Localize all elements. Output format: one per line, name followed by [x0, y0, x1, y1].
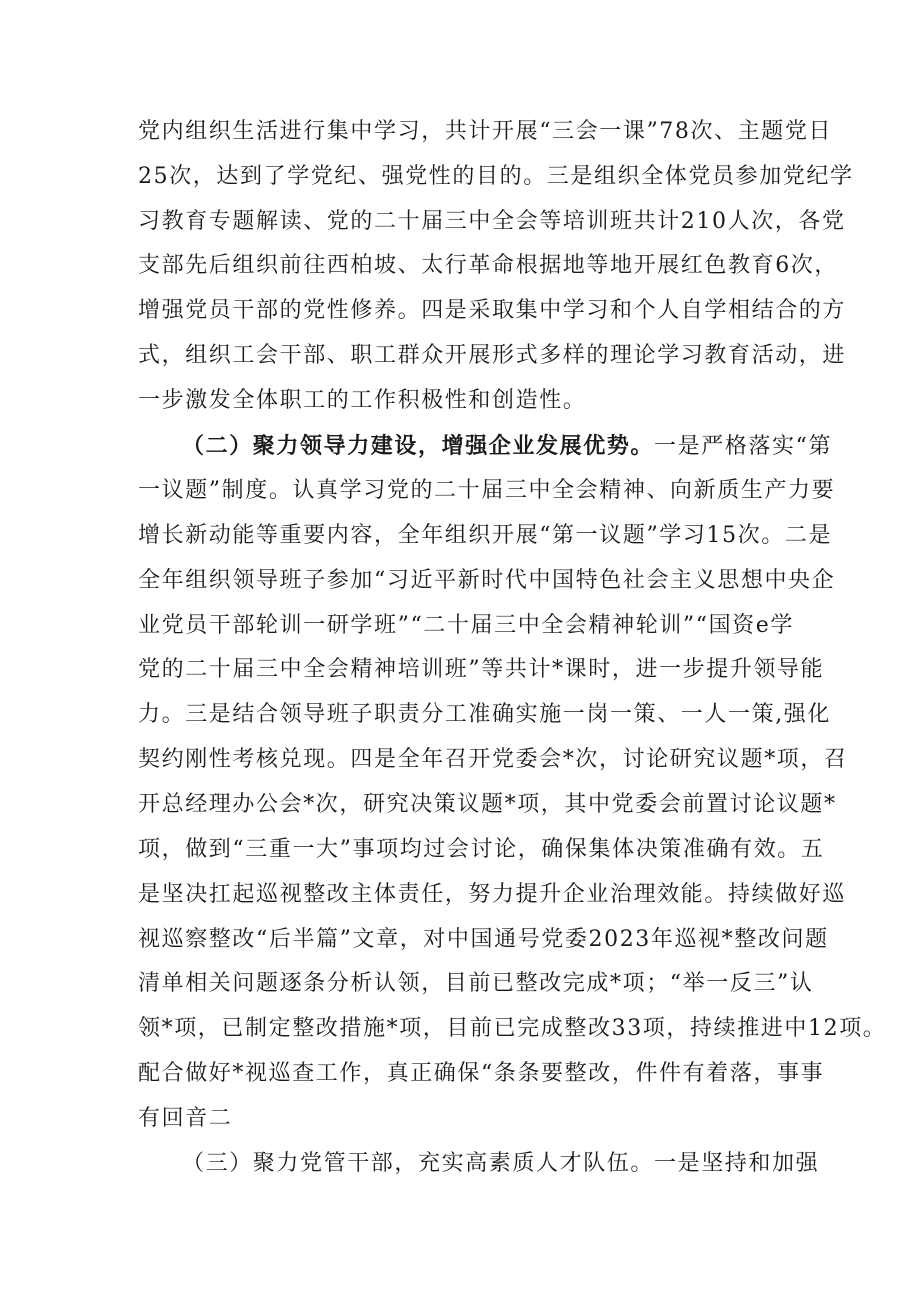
section-heading-line: （三）聚力党管干部，充实高素质人才队伍。一是坚持和加强	[182, 1151, 820, 1176]
body-text-line: 力。三是结合领导班子职责分工准确实施一岗一策、一人一策,强化	[138, 702, 831, 727]
body-text-line: 党内组织生活进行集中学习，共计开展“三会一课”78次、主题党日	[138, 119, 833, 144]
body-text-line: 式，组织工会干部、职工群众开展形式多样的理论学习教育活动，进	[138, 343, 847, 368]
body-text-line: 习教育专题解读、党的二十届三中全会等培训班共计210人次，各党	[138, 209, 846, 234]
body-text-line: 契约刚性考核兑现。四是全年召开党委会*次，讨论研究议题*项，召	[138, 747, 848, 772]
body-text-line: 增强党员干部的党性修养。四是采取集中学习和个人自学相结合的方	[138, 298, 847, 323]
body-text-line: 视巡察整改“后半篇”文章，对中国通号党委2023年巡视*整改问题	[138, 927, 829, 952]
body-text-line: 项，做到“三重一大”事项均过会讨论，确保集体决策准确有效。五	[138, 837, 825, 862]
body-text-line: 支部先后组织前往西柏坡、太行革命根据地等地开展红色教育6次，	[138, 253, 838, 278]
body-text-line: 全年组织领导班子参加“习近平新时代中国特色社会主义思想中央企	[138, 568, 836, 593]
body-text-line: 党的二十届三中全会精神培训班”等共计*课时，进一步提升领导能	[138, 657, 825, 682]
body-text-line: 清单相关问题逐条分析认领，目前已整改完成*项；“举一反三”认	[138, 971, 814, 996]
section-heading: （二）聚力领导力建设，增强企业发展优势。	[182, 433, 655, 459]
body-text-line: 领*项，已制定整改措施*项，目前已完成整改33项，持续推进中12项。	[138, 1016, 887, 1041]
body-text-line: 有回音二	[138, 1106, 233, 1131]
section-lead-text: 一是严格落实“第	[654, 434, 833, 459]
section-heading-line	[182, 431, 833, 462]
body-text-line: 一步激发全体职工的工作积极性和创造性。	[138, 388, 587, 413]
body-text-line: 业党员干部轮训一研学班”“二十届三中全会精神轮训”“国资e学	[138, 613, 795, 638]
body-text-line: 是坚决扛起巡视整改主体责任，努力提升企业治理效能。持续做好巡	[138, 882, 847, 907]
body-text-line: 增长新动能等重要内容，全年组织开展“第一议题”学习15次。二是	[138, 523, 833, 548]
body-text-line: 一议题”制度。认真学习党的二十届三中全会精神、向新质生产力要	[138, 478, 836, 503]
body-text-line: 开总经理办公会*次，研究决策议题*项，其中党委会前置讨论议题*	[138, 792, 837, 817]
body-text-line: 25次，达到了学党纪、强党性的目的。三是组织全体党员参加党纪学	[138, 164, 854, 189]
body-text-line: 配合做好*视巡查工作，真正确保“条条要整改，件件有着落，事事	[138, 1061, 825, 1086]
